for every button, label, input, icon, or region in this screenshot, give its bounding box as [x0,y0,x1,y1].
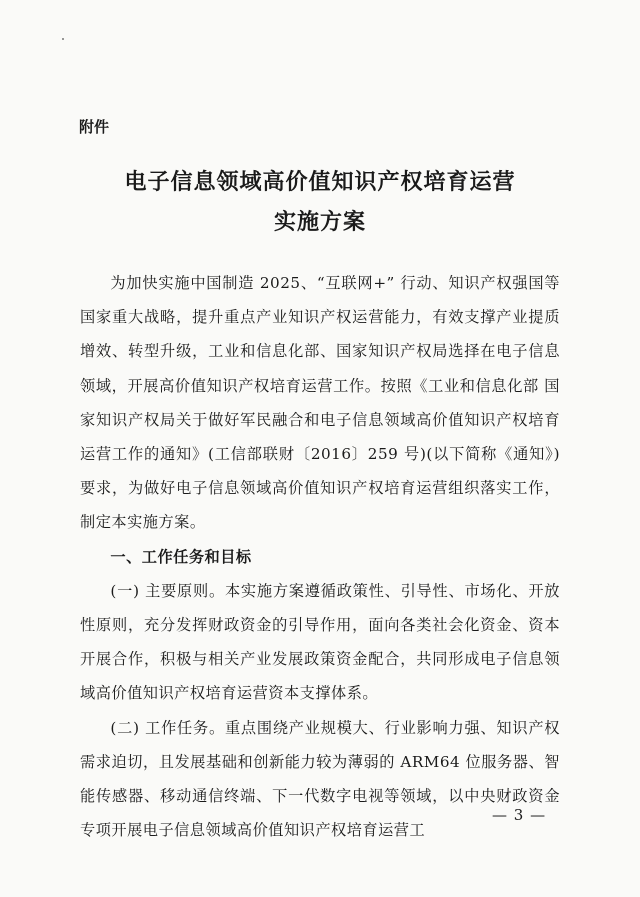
document-title-line-1: 电子信息领域高价值知识产权培育运营 [124,169,516,195]
page-number: — 3 — [492,806,547,824]
paragraph-tasks: (二) 工作任务。重点围绕产业规模大、行业影响力强、知识产权需求迫切，且发展基础和创新能力较为薄弱的 ARM64 位服务器、智能传感器、移动通信终端、下一代数字电视等领域，以中央财政资金专项开展电子信息领域高价值知识产权培育运营工 [80,718,560,840]
paragraph-intro: 为加快实施中国制造 2025、“互联网+” 行动、知识产权强国等国家重大战略，提升重点产业知识产权运营能力，有效支撑产业提质增效、转型升级，工业和信息化部、国家知识产权局选择在电子信息领域，开展高价值知识产权培育运营工作。按照《工业和信息化部 国家知识产权局关于做好军民融合和电子信息领域高价值知识产权培育运营工作的通知》(工信部联财〔2016〕259 号)(以下简称《通知》)要求，为做好电子信息领域高价值知识产权培育运营组织落实工作，制定本实施方案。 [80,274,560,532]
attachment-label: 附件 [79,118,110,136]
document-body [80,266,560,847]
scan-speck [62,38,64,40]
paragraph-principles: (一) 主要原则。本实施方案遵循政策性、引导性、市场化、开放性原则，充分发挥财政资金的引导作用，面向各类社会化资金、资本开展合作，积极与相关产业发展政策资金配合，共同形成电子信息领域高价值知识产权培育运营资本支撑体系。 [80,581,560,703]
document-title-line-2: 实施方案 [273,209,366,235]
section-heading: 一、工作任务和目标 [110,547,252,566]
